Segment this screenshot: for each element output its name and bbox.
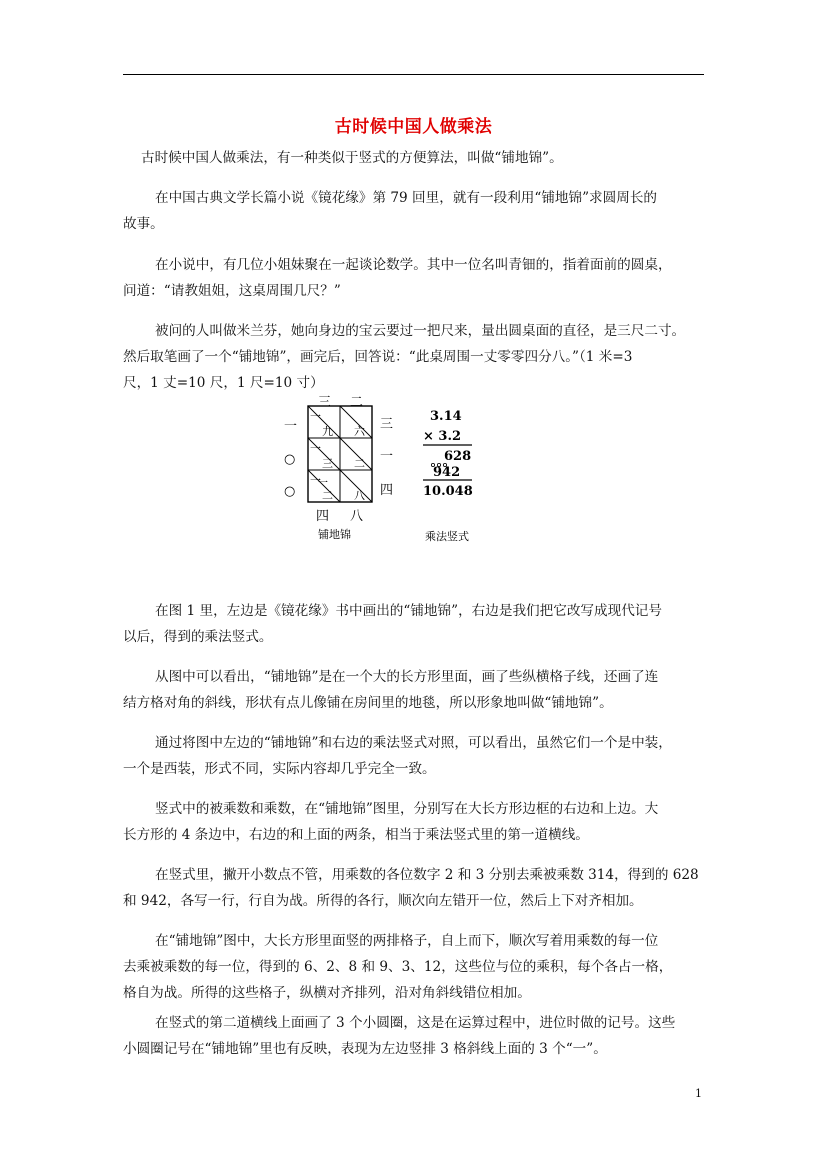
paragraph-line: 结方格对角的斜线，形状有点儿像铺在房间里的地毯，所以形象地叫做“铺地锦”。: [123, 695, 613, 711]
puditjin-figure: [280, 388, 490, 548]
cell-value: 六: [354, 425, 365, 438]
right-label: 一: [380, 449, 394, 464]
paragraph-line: 被问的人叫做米兰芬，她向身边的宝云要过一把尺来，量出圆桌面的直径，是三尺二寸。: [155, 323, 686, 339]
cell-value: 三: [322, 457, 333, 470]
paragraph-line: 古时候中国人做乘法，有一种类似于竖式的方便算法，叫做“铺地锦”。: [141, 150, 563, 166]
paragraph: [123, 730, 704, 782]
bottom-label: 八: [350, 509, 364, 524]
page-title: 古时候中国人做乘法: [334, 117, 493, 137]
left-label: ○: [284, 484, 296, 499]
carry-mark: 一: [310, 474, 321, 487]
paragraph-line: 从图中可以看出，“铺地锦”是在一个大的长方形里面，画了些纵横格子线，还画了连: [155, 669, 659, 685]
result: 10.048: [423, 484, 473, 499]
paragraph-line: 在小说中，有几位小姐妹聚在一起谈论数学。其中一位名叫青钿的，指着面前的圆桌，: [155, 257, 672, 273]
multiplier: × 3.2: [423, 429, 462, 444]
paragraph: [123, 664, 704, 716]
paragraph: [123, 252, 704, 304]
partial-product-2: 942: [433, 465, 461, 480]
partial-product-1: 628: [444, 449, 472, 464]
paragraph-line: 小圆圈记号在“铺地锦”里也有反映，表现为左边竖排 3 格斜线上面的 3 个“一”。: [123, 1041, 607, 1057]
header-rule: [123, 74, 704, 75]
paragraph-line: 一个是西装，形式不同，实际内容却几乎完全一致。: [123, 761, 436, 777]
paragraph-line: 在图 1 里，左边是《镜花缘》书中画出的“铺地锦”，右边是我们把它改写成现代记号: [155, 603, 662, 619]
paragraph: [123, 185, 704, 237]
carry-mark: 一: [310, 442, 321, 455]
left-label: ○: [284, 452, 296, 467]
bottom-label: 四: [316, 509, 330, 524]
paragraph-line: 去乘被乘数的每一位，得到的 6、2、8 和 9、3、12，这些位与位的乘积，每个各占一格，: [123, 959, 673, 975]
caption-left: 铺地锦: [318, 528, 351, 541]
paragraph-line: 在“铺地锦”图中，大长方形里面竖的两排格子，自上而下，顺次写着用乘数的每一位: [155, 933, 659, 949]
paragraph-line: 竖式中的被乘数和乘数，在“铺地锦”图里，分别写在大长方形边框的右边和上边。大: [155, 801, 659, 817]
paragraph: [123, 928, 704, 1006]
paragraph: [123, 1010, 704, 1062]
carry-mark: 一: [310, 410, 321, 423]
paragraph-line: 长方形的 4 条边中，右边的和上面的两条，相当于乘法竖式里的第一道横线。: [123, 827, 589, 843]
paragraph-line: 故事。: [123, 216, 164, 232]
paragraph: [123, 796, 704, 848]
cell-value: 二: [354, 457, 365, 470]
cell-value: 二: [322, 489, 333, 502]
multiplicand: 3.14: [430, 409, 462, 424]
top-label-right: 二: [350, 395, 364, 410]
paragraph-line: 格自为战。所得的这些格子，纵横对齐排列，沿对角斜线错位相加。: [123, 985, 531, 1001]
cell-value: 八: [354, 489, 365, 502]
figure-drawing: [280, 388, 490, 548]
paragraph-line: 在中国古典文学长篇小说《镜花缘》第 79 回里，就有一段利用“铺地锦”求圆周长的: [155, 190, 658, 206]
paragraph: [123, 145, 704, 171]
paragraph-line: 在竖式的第二道横线上面画了 3 个小圆圈，这是在运算过程中，进位时做的记号。这些: [155, 1015, 676, 1031]
paragraph-line: 在竖式里，撇开小数点不管，用乘数的各位数字 2 和 3 分别去乘被乘数 314，得到的 628: [155, 867, 699, 883]
right-label: 四: [380, 483, 394, 498]
paragraph-line: 然后取笔画了一个“铺地锦”，画完后，回答说：“此桌周围一丈零零四分八。”（1 米=3: [123, 349, 633, 365]
left-label: 一: [284, 419, 298, 434]
paragraph: [123, 862, 704, 914]
cell-value: 九: [322, 425, 333, 438]
paragraph: [123, 598, 704, 650]
page-number: 1: [695, 1087, 702, 1100]
top-label-left: 三: [318, 395, 332, 410]
paragraph-line: 尺，1 丈=10 尺，1 尺=10 寸）: [123, 375, 324, 391]
paragraph-line: 问道：“请教姐姐，这桌周围几尺？”: [123, 283, 341, 299]
paragraph: [123, 318, 704, 396]
cell-upper-value: 一: [318, 478, 328, 489]
paragraph-line: 和 942，各写一行，行自为战。所得的各行，顺次向左错开一位，然后上下对齐相加。: [123, 893, 643, 909]
right-label: 三: [380, 417, 394, 432]
paragraph-line: 通过将图中左边的“铺地锦”和右边的乘法竖式对照，可以看出，虽然它们一个是中装，: [155, 735, 672, 751]
paragraph-line: 以后，得到的乘法竖式。: [123, 629, 273, 645]
caption-right: 乘法竖式: [425, 530, 469, 543]
